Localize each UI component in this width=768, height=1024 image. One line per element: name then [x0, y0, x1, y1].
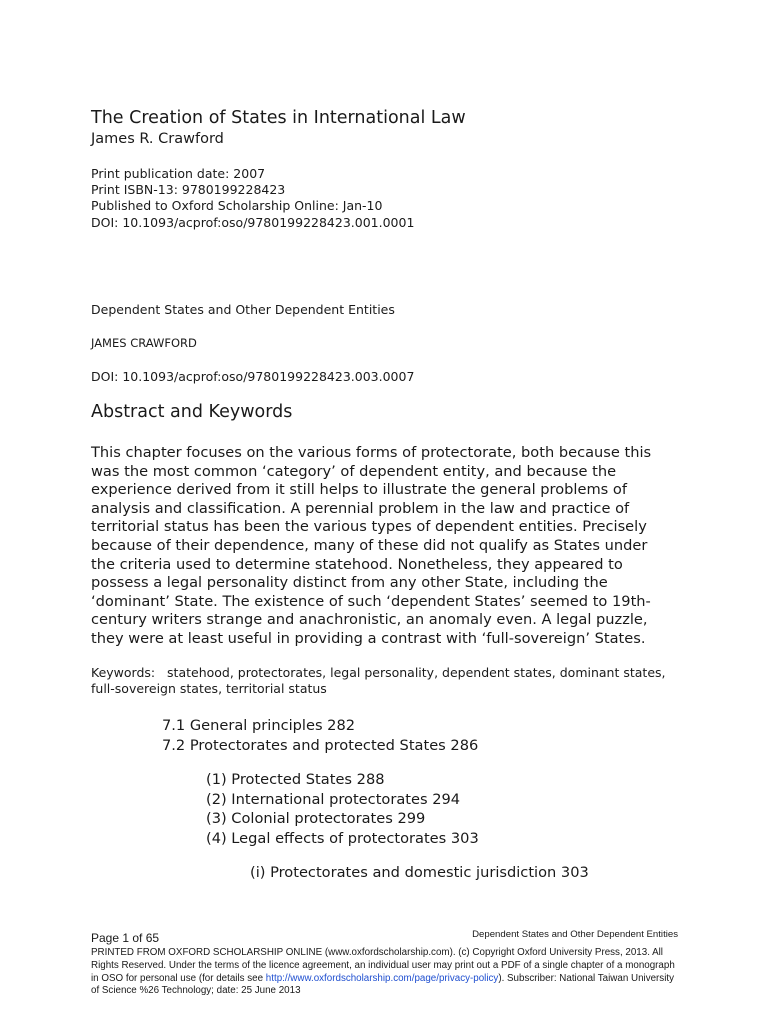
chapter-title: Dependent States and Other Dependent Entities — [91, 302, 395, 317]
online-publication-date: Published to Oxford Scholarship Online: Jan-10 — [91, 198, 383, 214]
toc-item[interactable]: 7.1 General principles 282 — [162, 717, 356, 734]
chapter-author: JAMES CRAWFORD — [91, 336, 197, 350]
subscriber-text: ). Subscriber: National Taiwan University of Science %26 Technology; date: 25 June 2013 — [91, 972, 675, 997]
toc-item[interactable]: (2) International protectorates 294 — [206, 790, 461, 808]
copyright-notice — [91, 947, 681, 998]
keywords-label: Keywords: — [91, 665, 156, 680]
copyright-text: PRINTED FROM OXFORD SCHOLARSHIP ONLINE (www.oxfordscholarship.com). (c) Copyright Oxford University Press, 2013. All Rights Reserved. Under the terms of the licence agreement, an individual user may print out a PDF of a single chapter of a monograph in OSO for personal use (for details see — [91, 947, 675, 984]
toc-item[interactable]: 7.2 Protectorates and protected States 286 — [162, 736, 479, 754]
keywords — [91, 665, 681, 697]
print-publication-date: Print publication date: 2007 — [91, 166, 266, 181]
footer-chapter-title: Dependent States and Other Dependent Entities — [472, 929, 678, 940]
chapter-doi: DOI: 10.1093/acprof:oso/9780199228423.003.0007 — [91, 369, 415, 384]
book-doi: DOI: 10.1093/acprof:oso/9780199228423.001.0001 — [91, 214, 415, 230]
toc-item[interactable]: (3) Colonial protectorates 299 — [206, 810, 426, 827]
toc-item[interactable]: (i) Protectorates and domestic jurisdiction 303 — [250, 864, 589, 881]
publication-meta — [91, 166, 414, 231]
book-title: The Creation of States in International Law — [91, 108, 466, 128]
toc-level-2 — [206, 770, 479, 848]
toc-item[interactable]: (4) Legal effects of protectorates 303 — [206, 829, 479, 847]
page-number: Page 1 of 65 — [91, 931, 160, 945]
toc-level-1 — [162, 716, 478, 755]
toc-level-3 — [250, 863, 589, 883]
abstract-text: This chapter focuses on the various forms of protectorate, both because this was the most common ‘category’ of dependent entity, and because the experience derived from it still helps to illustrate the general problems of analysis and classification. A perennial problem in the law and practice of territorial status has been the various types of dependent entities. Precisely because of their dependence, many of these did not qualify as States under the criteria used to determine statehood. Nonetheless, they appeared to possess a legal personality distinct from any other State, including the ‘dominant’ State. The existence of such ‘dependent States’ seemed to 19th-century writers strange and anachronistic, an anomaly even. A legal puzzle, they were at least useful in providing a contrast with ‘full-sovereign’ States. — [91, 444, 652, 647]
keywords-list: statehood, protectorates, legal personality, dependent states, dominant states, full-sovereign states, territorial status — [91, 665, 666, 697]
privacy-policy-link[interactable]: http://www.oxfordscholarship.com/page/privacy-policy — [265, 972, 499, 984]
book-author: James R. Crawford — [91, 131, 224, 147]
abstract-heading: Abstract and Keywords — [91, 402, 293, 422]
toc-item[interactable]: (1) Protected States 288 — [206, 771, 385, 788]
print-isbn: Print ISBN-13: 9780199228423 — [91, 182, 286, 198]
